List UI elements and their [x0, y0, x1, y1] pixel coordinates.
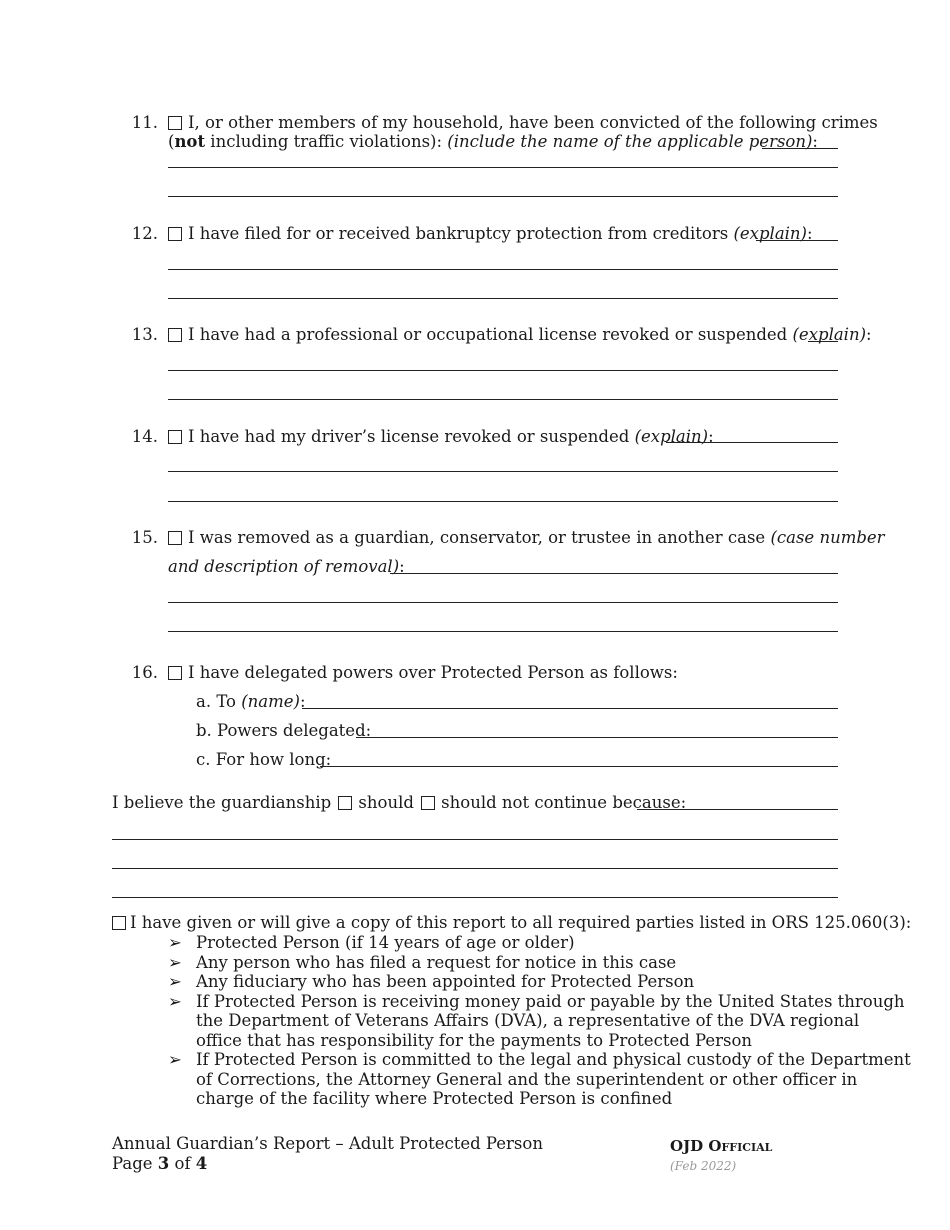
footer-official: OJD Official [670, 1137, 773, 1155]
item-15-checkbox[interactable] [168, 531, 182, 545]
item-16-a-label: a. To (name): [196, 692, 306, 711]
item-11-answer-line-1[interactable] [762, 148, 838, 149]
bullet-arrow-icon: ➢ [168, 933, 182, 952]
copy-bullet-item: office that has responsibility for the payments to Protected Person [196, 1030, 753, 1050]
should-not-checkbox[interactable] [421, 796, 435, 810]
item-13-answer-line-3[interactable] [168, 399, 838, 400]
item-16-number: 16. [131, 663, 158, 682]
copy-bullet-item: If Protected Person is receiving money paid or payable by the United States through [196, 991, 905, 1011]
footer-title: Annual Guardian’s Report – Adult Protected Person [112, 1134, 543, 1153]
item-13-checkbox[interactable] [168, 328, 182, 342]
item-14-answer-line-1[interactable] [666, 442, 838, 443]
item-15-line2: and description of removal): [168, 557, 405, 576]
copy-bullet-item: Any person who has filed a request for notice in this case [196, 952, 677, 972]
belief-answer-line-1[interactable] [637, 809, 838, 810]
copy-bullet-item: Protected Person (if 14 years of age or older) [196, 933, 575, 952]
item-11-answer-line-3[interactable] [168, 196, 838, 197]
belief-statement: I believe the guardianship should should not continue because: [112, 793, 687, 812]
item-15-line1: I was removed as a guardian, conservator, or trustee in another case (case number [168, 528, 885, 548]
item-11-number: 11. [131, 113, 158, 132]
item-13-number: 13. [131, 325, 158, 344]
item-16-b-line[interactable] [356, 737, 838, 738]
copy-bullet-item: of Corrections, the Attorney General and the superintendent or other officer in [196, 1069, 858, 1089]
item-14-line1: I have had my driver’s license revoked or suspended (explain): [168, 427, 714, 447]
item-13-answer-line-1[interactable] [808, 341, 838, 342]
item-12-number: 12. [131, 224, 158, 243]
copy-bullet-item: Any fiduciary who has been appointed for Protected Person [196, 972, 695, 991]
copy-statement: I have given or will give a copy of this report to all required parties listed in ORS 125.060(3): [112, 913, 911, 933]
item-16-line1: I have delegated powers over Protected Person as follows: [168, 663, 678, 683]
item-12-line1: I have filed for or received bankruptcy protection from creditors (explain): [168, 224, 813, 244]
belief-answer-line-4[interactable] [112, 897, 838, 898]
item-14-answer-line-3[interactable] [168, 501, 838, 502]
item-12-answer-line-3[interactable] [168, 298, 838, 299]
item-11-line2: (not including traffic violations): (include the name of the applicable person): [168, 132, 818, 151]
item-16-c-line[interactable] [320, 766, 838, 767]
copy-bullet-item: If Protected Person is committed to the legal and physical custody of the Department [196, 1050, 911, 1069]
item-14-answer-line-2[interactable] [168, 471, 838, 472]
item-15-answer-line-2[interactable] [168, 602, 838, 603]
bullet-arrow-icon: ➢ [168, 1050, 182, 1069]
item-15-answer-line-1[interactable] [390, 573, 838, 574]
item-16-a-line[interactable] [302, 708, 838, 709]
item-12-checkbox[interactable] [168, 227, 182, 241]
item-12-answer-line-2[interactable] [168, 269, 838, 270]
should-checkbox[interactable] [338, 796, 352, 810]
item-11-checkbox[interactable] [168, 116, 182, 130]
belief-answer-line-2[interactable] [112, 839, 838, 840]
item-16-c-label: c. For how long: [196, 750, 332, 769]
item-11-text: I, or other members of my household, have been convicted of the following crimes [188, 113, 878, 132]
bullet-arrow-icon: ➢ [168, 991, 182, 1011]
item-13-line1: I have had a professional or occupational license revoked or suspended (explain): [168, 325, 872, 345]
footer-date: (Feb 2022) [670, 1159, 737, 1173]
item-15-number: 15. [131, 528, 158, 547]
item-13-answer-line-2[interactable] [168, 370, 838, 371]
footer-page-number: Page 3 of 4 [112, 1154, 208, 1173]
item-11-line1 [168, 113, 878, 133]
item-14-number: 14. [131, 427, 158, 446]
item-11-answer-line-2[interactable] [168, 167, 838, 168]
item-15-answer-line-3[interactable] [168, 631, 838, 632]
item-16-b-label: b. Powers delegated: [196, 721, 372, 740]
item-12-answer-line-1[interactable] [756, 240, 838, 241]
item-16-checkbox[interactable] [168, 666, 182, 680]
copy-bullet-item: the Department of Veterans Affairs (DVA), a representative of the DVA regional [196, 1011, 860, 1030]
bullet-arrow-icon: ➢ [168, 952, 182, 972]
bullet-arrow-icon: ➢ [168, 972, 182, 991]
item-14-checkbox[interactable] [168, 430, 182, 444]
copy-checkbox[interactable] [112, 916, 126, 930]
copy-bullet-item: charge of the facility where Protected Person is confined [196, 1089, 673, 1108]
belief-answer-line-3[interactable] [112, 868, 838, 869]
